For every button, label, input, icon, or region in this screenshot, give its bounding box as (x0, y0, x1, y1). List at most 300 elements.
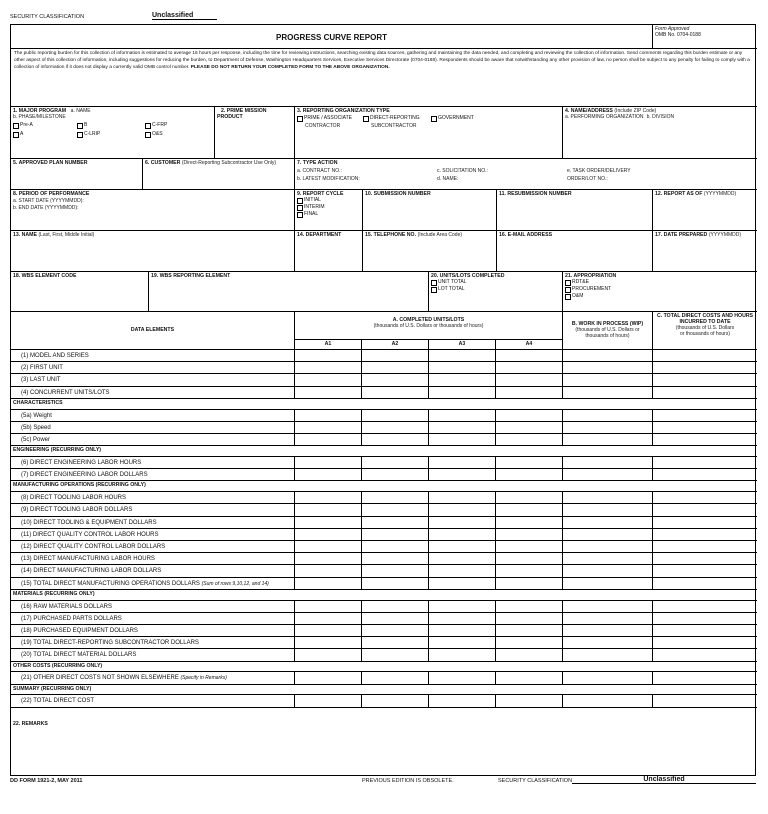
date-prepared-cell[interactable] (653, 231, 757, 272)
row-label (11, 362, 295, 373)
program-name-label: a. NAME (70, 108, 91, 114)
cell-b[interactable] (563, 672, 653, 683)
cell-a1[interactable] (295, 469, 362, 480)
table-row (11, 517, 757, 529)
cell-c[interactable] (653, 362, 757, 373)
burden-notice (11, 49, 757, 107)
division-label: b. DIVISION (646, 114, 675, 120)
cell-a1[interactable] (295, 434, 362, 445)
cell-a3[interactable] (429, 565, 496, 576)
section-label: ENGINEERING (RECURRING ONLY) (13, 447, 102, 454)
date-prepared-label: 17. DATE PREPARED (655, 232, 708, 238)
cell-a3[interactable] (429, 578, 496, 589)
cell-a2[interactable] (362, 350, 429, 361)
table-row (11, 578, 757, 590)
col-a-sub: (thousands of U.S. Dollars or thousands of hours) (373, 323, 484, 329)
cell-a2[interactable] (362, 601, 429, 612)
remarks-label: 22. REMARKS (13, 721, 48, 727)
cell-b[interactable] (563, 625, 653, 636)
cell-a3[interactable] (429, 410, 496, 421)
cell-c[interactable] (653, 541, 757, 552)
cell-a4[interactable] (496, 553, 563, 564)
cell-c[interactable] (653, 553, 757, 564)
customer-cell[interactable] (143, 159, 295, 190)
prime-associate-checkbox[interactable] (297, 116, 303, 122)
reporting-org-cell (295, 107, 563, 159)
cell-c[interactable] (653, 492, 757, 503)
cell-c[interactable] (653, 469, 757, 480)
cell-a1[interactable] (295, 553, 362, 564)
cell-b[interactable] (563, 457, 653, 468)
security-classification-label: SECURITY CLASSIFICATION (10, 14, 85, 20)
cell-a2[interactable] (362, 613, 429, 624)
cell-a3[interactable] (429, 457, 496, 468)
section-header (11, 685, 757, 696)
row-label-text: (14) DIRECT MANUFACTURING LABOR DOLLARS (21, 568, 162, 575)
row-label (11, 613, 295, 624)
cell-a2[interactable] (362, 637, 429, 648)
row-label (11, 517, 295, 528)
cell-a2[interactable] (362, 649, 429, 660)
cell-b[interactable] (563, 649, 653, 660)
wbs-code-cell[interactable] (11, 272, 149, 312)
cell-a4[interactable] (496, 541, 563, 552)
b-checkbox[interactable] (77, 123, 83, 129)
cell-b[interactable] (563, 553, 653, 564)
cell-a3[interactable] (429, 434, 496, 445)
section-header (11, 446, 757, 457)
col-a4-header (496, 340, 563, 350)
table-row (11, 637, 757, 649)
cell-a4[interactable] (496, 625, 563, 636)
cell-c[interactable] (653, 601, 757, 612)
row-label-text: (12) DIRECT QUALITY CONTROL LABOR DOLLARS (21, 544, 166, 550)
cell-b[interactable] (563, 374, 653, 385)
solicitation-label: c. SOLICITATION NO.: (437, 168, 488, 174)
units-lots-label: 20. UNITS/LOTS COMPLETED (431, 273, 505, 279)
end-date-label: b. END DATE (YYYYMMDD): (13, 205, 79, 211)
performing-org-label: a. PERFORMING ORGANIZATION (565, 114, 644, 120)
cell-a3[interactable] (429, 601, 496, 612)
col-b-sub2: thousands of hours) (585, 333, 630, 339)
table-row (11, 613, 757, 625)
cell-a2[interactable] (362, 517, 429, 528)
cell-a3[interactable] (429, 362, 496, 373)
subcontractor-label: SUBCONTRACTOR (371, 123, 417, 129)
row-label (11, 350, 295, 361)
om-checkbox[interactable] (565, 294, 571, 300)
cell-a4[interactable] (496, 565, 563, 576)
cell-a3[interactable] (429, 695, 496, 706)
a3-label: A3 (458, 341, 466, 347)
a-checkbox[interactable] (13, 132, 19, 138)
cell-a3[interactable] (429, 517, 496, 528)
cell-a3[interactable] (429, 374, 496, 385)
cell-b[interactable] (563, 613, 653, 624)
cell-c[interactable] (653, 578, 757, 589)
cell-b[interactable] (563, 565, 653, 576)
row-label-text: (5b) Speed (21, 424, 51, 431)
cell-b[interactable] (563, 504, 653, 515)
col-a3-header (429, 340, 496, 350)
cell-b[interactable] (563, 601, 653, 612)
row-label-text: (4) CONCURRENT UNITS/LOTS (21, 389, 110, 396)
cell-a2[interactable] (362, 625, 429, 636)
row-label-text: (1) MODEL AND SERIES (21, 353, 89, 359)
cell-a4[interactable] (496, 374, 563, 385)
cell-c[interactable] (653, 637, 757, 648)
row-label-text: (9) DIRECT TOOLING LABOR DOLLARS (21, 507, 133, 514)
cell-a4[interactable] (496, 637, 563, 648)
cell-a4[interactable] (496, 517, 563, 528)
cell-a4[interactable] (496, 362, 563, 373)
om-label: O&M (572, 293, 584, 299)
cell-b[interactable] (563, 362, 653, 373)
cfrp-checkbox[interactable] (145, 123, 151, 129)
cell-a3[interactable] (429, 469, 496, 480)
email-label: 16. E-MAIL ADDRESS (499, 232, 553, 238)
row-label (11, 504, 295, 515)
cell-a2[interactable] (362, 541, 429, 552)
cell-a2[interactable] (362, 387, 429, 398)
cell-a1[interactable] (295, 565, 362, 576)
latest-mod-label: b. LATEST MODIFICATION: (297, 176, 360, 182)
department-cell[interactable] (295, 231, 363, 272)
cell-a2[interactable] (362, 362, 429, 373)
cell-b[interactable] (563, 637, 653, 648)
cell-a2[interactable] (362, 565, 429, 576)
cell-b[interactable] (563, 434, 653, 445)
cell-c[interactable] (653, 565, 757, 576)
cell-b[interactable] (563, 422, 653, 433)
cell-a3[interactable] (429, 422, 496, 433)
cell-a4[interactable] (496, 504, 563, 515)
cell-a4[interactable] (496, 529, 563, 540)
cell-b[interactable] (563, 695, 653, 706)
rdte-checkbox[interactable] (565, 280, 571, 286)
department-label: 14. DEPARTMENT (297, 232, 342, 238)
cell-a2[interactable] (362, 553, 429, 564)
cell-b[interactable] (563, 492, 653, 503)
prea-label: Pre-A (20, 122, 33, 128)
section-label: OTHER COSTS (RECURRING ONLY) (13, 662, 103, 669)
row-label-text: (2) FIRST UNIT (21, 365, 63, 372)
cell-a1[interactable] (295, 374, 362, 385)
section-label: MANUFACTURING OPERATIONS (RECURRING ONLY) (13, 482, 146, 489)
cell-a1[interactable] (295, 613, 362, 624)
prea-checkbox[interactable] (13, 123, 19, 129)
direct-reporting-label: DIRECT-REPORTING (370, 115, 420, 121)
prime-mission-cell[interactable] (215, 107, 295, 159)
cell-a1[interactable] (295, 362, 362, 373)
cell-a1[interactable] (295, 410, 362, 421)
col-c-header (653, 312, 757, 350)
cell-a1[interactable] (295, 457, 362, 468)
cell-a4[interactable] (496, 422, 563, 433)
col-c-sub1: (thousands of U.S. Dollars (675, 325, 735, 331)
report-as-of-label: 12. REPORT AS OF (655, 191, 703, 197)
cell-a4[interactable] (496, 434, 563, 445)
telephone-format: (Include Area Code) (417, 232, 463, 238)
row-label-text: (15) TOTAL DIRECT MANUFACTURING OPERATIONS DOLLARS (21, 580, 200, 587)
cell-a3[interactable] (429, 672, 496, 683)
cell-a4[interactable] (496, 457, 563, 468)
customer-note: (Direct-Reporting Subcontractor Use Only) (181, 160, 277, 166)
cell-b[interactable] (563, 529, 653, 540)
cell-a2[interactable] (362, 374, 429, 385)
cell-c[interactable] (653, 410, 757, 421)
cell-a1[interactable] (295, 504, 362, 515)
prime-mission-label: 2. PRIME MISSION (221, 108, 267, 114)
row-label-text: (10) DIRECT TOOLING & EQUIPMENT DOLLARS (21, 519, 157, 526)
customer-label: 6. CUSTOMER (145, 160, 181, 166)
cell-a3[interactable] (429, 625, 496, 636)
form-id: DD FORM 1921-2, MAY 2011 (10, 778, 83, 784)
procurement-checkbox[interactable] (565, 287, 571, 293)
cell-a3[interactable] (429, 350, 496, 361)
cell-c[interactable] (653, 695, 757, 706)
units-lots-cell (429, 272, 563, 312)
col-c-title2: INCURRED TO DATE (679, 319, 731, 325)
row-label (11, 625, 295, 636)
cell-b[interactable] (563, 350, 653, 361)
row-label-text: (11) DIRECT QUALITY CONTROL LABOR HOURS (21, 531, 159, 538)
row-label-text: (22) TOTAL DIRECT COST (21, 698, 95, 705)
cell-a4[interactable] (496, 578, 563, 589)
table-row (11, 541, 757, 553)
cell-a3[interactable] (429, 613, 496, 624)
cell-c[interactable] (653, 434, 757, 445)
col-c-sub2: or thousands of hours) (679, 331, 731, 337)
cell-a4[interactable] (496, 492, 563, 503)
cell-a1[interactable] (295, 637, 362, 648)
prime-associate-label: PRIME / ASSOCIATE (304, 115, 352, 121)
cell-a2[interactable] (362, 469, 429, 480)
a2-label: A2 (391, 341, 399, 347)
start-date-label: a. START DATE (YYYYMMDD): (13, 198, 84, 204)
cell-a1[interactable] (295, 422, 362, 433)
cell-b[interactable] (563, 410, 653, 421)
lot-total-checkbox[interactable] (431, 287, 437, 293)
cell-a4[interactable] (496, 613, 563, 624)
previous-edition: PREVIOUS EDITION IS OBSOLETE. (362, 778, 454, 784)
footer-classification: Unclassified (572, 776, 756, 784)
cell-a1[interactable] (295, 625, 362, 636)
type-action-cell (295, 159, 757, 190)
cell-a2[interactable] (362, 422, 429, 433)
approval-line2: OMB No. 0704-0188 (655, 32, 701, 38)
row-label-text: (5a) Weight (21, 412, 52, 419)
cell-a2[interactable] (362, 434, 429, 445)
cfrp-label: C-FRP (152, 122, 168, 128)
cell-a1[interactable] (295, 578, 362, 589)
cell-a1[interactable] (295, 492, 362, 503)
cell-a1[interactable] (295, 649, 362, 660)
telephone-label: 15. TELEPHONE NO. (365, 232, 417, 238)
cell-c[interactable] (653, 517, 757, 528)
cell-a1[interactable] (295, 517, 362, 528)
cell-a3[interactable] (429, 553, 496, 564)
row-label-text: (21) OTHER DIRECT COSTS NOT SHOWN ELSEWHERE (21, 675, 179, 682)
table-row (11, 553, 757, 565)
row-label-text: (18) PURCHASED EQUIPMENT DOLLARS (21, 628, 138, 634)
wbs-code-label: 18. WBS ELEMENT CODE (13, 273, 77, 279)
cell-a3[interactable] (429, 649, 496, 660)
title-cell (11, 25, 653, 49)
telephone-cell[interactable] (363, 231, 497, 272)
cell-a2[interactable] (362, 529, 429, 540)
os-checkbox[interactable] (145, 132, 151, 138)
cell-a4[interactable] (496, 350, 563, 361)
final-checkbox[interactable] (297, 212, 303, 218)
name-label: 13. NAME (13, 232, 37, 238)
resubmission-label: 11. RESUBMISSION NUMBER (499, 191, 572, 197)
row-label (11, 637, 295, 648)
notice-bold: PLEASE DO NOT RETURN YOUR COMPLETED FORM TO THE ABOVE ORGANIZATION. (190, 64, 390, 70)
cell-c[interactable] (653, 672, 757, 683)
cell-c[interactable] (653, 625, 757, 636)
row-label-text: (17) PURCHASED PARTS DOLLARS (21, 615, 122, 622)
cell-c[interactable] (653, 374, 757, 385)
cell-a4[interactable] (496, 601, 563, 612)
cell-b[interactable] (563, 517, 653, 528)
resubmission-cell[interactable] (497, 190, 653, 231)
a-label: A (20, 131, 24, 137)
table-row (11, 434, 757, 446)
cell-c[interactable] (653, 350, 757, 361)
email-cell[interactable] (497, 231, 653, 272)
clrip-label: C-LRIP (84, 131, 101, 137)
table-row (11, 625, 757, 637)
initial-checkbox[interactable] (297, 198, 303, 204)
cell-a1[interactable] (295, 387, 362, 398)
order-lot-label: ORDER/LOT NO.: (567, 176, 608, 182)
cell-a4[interactable] (496, 672, 563, 683)
cell-c[interactable] (653, 529, 757, 540)
cell-a2[interactable] (362, 695, 429, 706)
contractor-label: CONTRACTOR (305, 123, 341, 129)
footer-security-label: SECURITY CLASSIFICATION (498, 778, 573, 784)
table-row (11, 695, 757, 707)
approved-plan-label: 5. APPROVED PLAN NUMBER (13, 160, 88, 166)
appropriation-label: 21. APPROPRIATION (565, 273, 617, 279)
lot-total-label: LOT TOTAL (438, 286, 465, 292)
d-name-label: d. NAME: (437, 176, 459, 182)
cell-a3[interactable] (429, 387, 496, 398)
cell-a1[interactable] (295, 672, 362, 683)
wbs-reporting-cell[interactable] (149, 272, 429, 312)
security-classification-value: Unclassified (152, 12, 217, 20)
row-label (11, 387, 295, 398)
unit-total-checkbox[interactable] (431, 280, 437, 286)
col-a-header (295, 312, 563, 340)
cell-b[interactable] (563, 469, 653, 480)
cell-a3[interactable] (429, 541, 496, 552)
interim-checkbox[interactable] (297, 205, 303, 211)
cell-a4[interactable] (496, 649, 563, 660)
row-label (11, 410, 295, 421)
col-a1-header (295, 340, 362, 350)
interim-label: INTERIM (304, 204, 325, 210)
report-as-of-cell[interactable] (653, 190, 757, 231)
cell-a3[interactable] (429, 637, 496, 648)
table-row (11, 492, 757, 504)
cell-a2[interactable] (362, 410, 429, 421)
period-label: 8. PERIOD OF PERFORMANCE (13, 191, 90, 197)
row-note: (Specify in Remarks) (180, 675, 227, 682)
phase-label: b. PHASE/MILESTONE (13, 114, 66, 120)
a4-label: A4 (525, 341, 533, 347)
table-row (11, 374, 757, 386)
cell-a4[interactable] (496, 410, 563, 421)
row-label-text: (19) TOTAL DIRECT-REPORTING SUBCONTRACTOR DOLLARS (21, 640, 199, 647)
cell-c[interactable] (653, 504, 757, 515)
name-cell[interactable] (11, 231, 295, 272)
table-row (11, 362, 757, 374)
cell-a2[interactable] (362, 492, 429, 503)
cell-a1[interactable] (295, 601, 362, 612)
cell-a2[interactable] (362, 504, 429, 515)
row-label-text: (8) DIRECT TOOLING LABOR HOURS (21, 495, 127, 502)
row-label (11, 695, 295, 706)
cell-a4[interactable] (496, 387, 563, 398)
row-label (11, 529, 295, 540)
row-note: (Sum of rows 9,10,12, and 14) (201, 580, 269, 587)
cell-c[interactable] (653, 649, 757, 660)
cell-b[interactable] (563, 578, 653, 589)
cell-a1[interactable] (295, 541, 362, 552)
cell-c[interactable] (653, 422, 757, 433)
cell-c[interactable] (653, 387, 757, 398)
cell-b[interactable] (563, 541, 653, 552)
clrip-checkbox[interactable] (77, 132, 83, 138)
direct-reporting-checkbox[interactable] (363, 116, 369, 122)
cell-a1[interactable] (295, 695, 362, 706)
cell-c[interactable] (653, 457, 757, 468)
cell-b[interactable] (563, 387, 653, 398)
cell-a3[interactable] (429, 529, 496, 540)
submission-cell[interactable] (363, 190, 497, 231)
section-header (11, 399, 757, 410)
cell-a3[interactable] (429, 492, 496, 503)
government-checkbox[interactable] (431, 116, 437, 122)
appropriation-cell (563, 272, 757, 312)
row-label (11, 578, 295, 589)
approved-plan-cell[interactable] (11, 159, 143, 190)
cell-a2[interactable] (362, 672, 429, 683)
remarks-area[interactable] (11, 721, 757, 777)
b-label: B (84, 122, 88, 128)
cell-c[interactable] (653, 613, 757, 624)
cell-a4[interactable] (496, 469, 563, 480)
row-label (11, 565, 295, 576)
cell-a1[interactable] (295, 350, 362, 361)
report-cycle-label: 9. REPORT CYCLE (297, 191, 344, 197)
section-label: MATERIALS (RECURRING ONLY) (13, 590, 95, 597)
col-b-header (563, 312, 653, 350)
cell-a1[interactable] (295, 529, 362, 540)
cell-a2[interactable] (362, 578, 429, 589)
cell-a3[interactable] (429, 504, 496, 515)
row-label-text: (7) DIRECT ENGINEERING LABOR DOLLARS (21, 472, 148, 479)
table-row (11, 565, 757, 577)
col-b-title: B. WORK IN PROCESS (WIP) (571, 321, 644, 327)
col-c-title1: C. TOTAL DIRECT COSTS AND HOURS (656, 313, 754, 319)
cell-a4[interactable] (496, 695, 563, 706)
cell-a2[interactable] (362, 457, 429, 468)
row-label-text: (16) RAW MATERIALS DOLLARS (21, 603, 113, 610)
col-a-title: A. COMPLETED UNITS/LOTS (392, 317, 465, 323)
